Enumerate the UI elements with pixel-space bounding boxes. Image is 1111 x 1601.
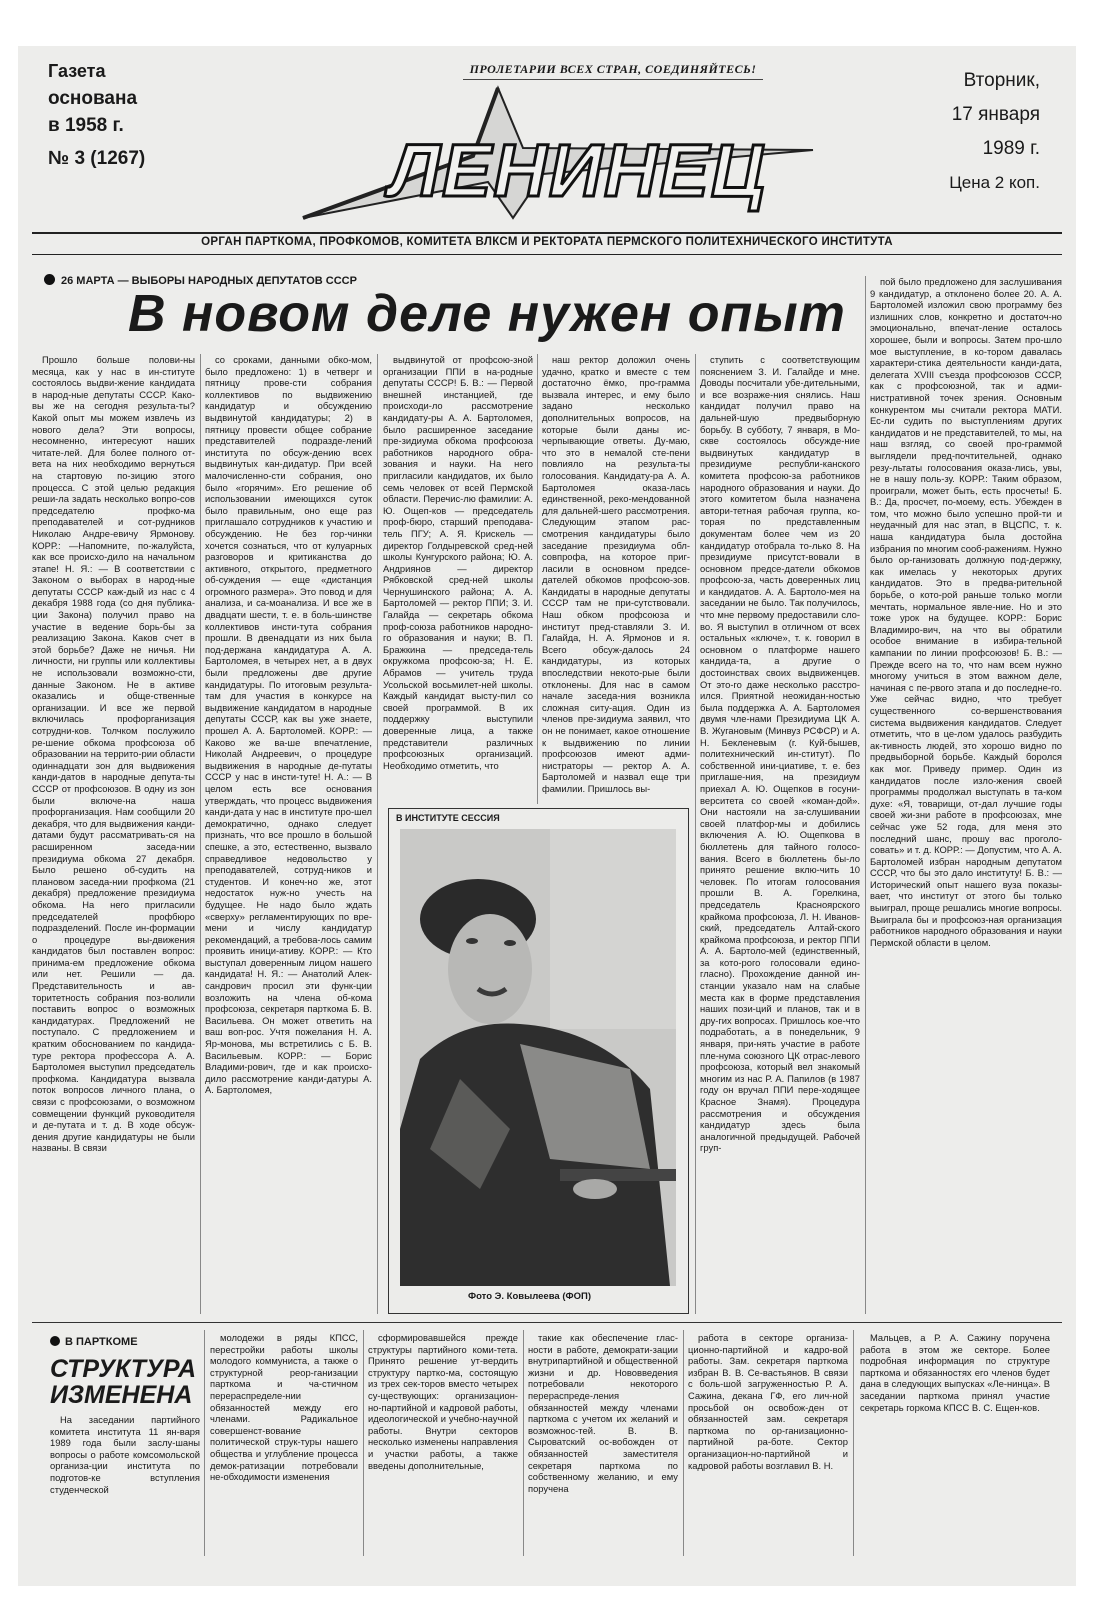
column-divider: [523, 1330, 524, 1556]
founded-line-2: основана: [48, 88, 138, 109]
article2-column-2: молодежи в ряды КПСС, перестройки работы школы молодого коммуниста, а также о структурной реор-ганизации парткома и ча-стичном перераспределе-нии обязанностей между его членами. Радикальное совершенст-вование политической струк-туры нашего общества и углубление процесса демок-ратизации потребовали не-обходимости изменения: [210, 1332, 358, 1483]
article2-column-5: работа в секторе организа-ционно-партийной и кадро-вой работы. Зам. секретаря парткома избран В. В. Се-вастьянов. В связи с боль-шой загруженностью Р. А. Сажина, декана ГФ, его лич-ной просьбой он освобож-ден от обязанностей зам. секретаря парткома по ор-ганизационно-партийной ра-боте. Сектор организацион-но-партийной и кадровой работы возглавил В. Н.: [688, 1332, 848, 1471]
price: Цена 2 коп.: [949, 173, 1040, 192]
article-column-5: ступить с соответствующим пояснением З. И. Галайде и мне. Доводы посчитали убе-дительными, и все возраже-ния снялись. Наш кандидат получил право на дальней-шую предвыборную борьбу. В субботу, 7 января, в Мо-скве состоялось обсужде-ние выдвинутых кандидатур в президиуме республи-канского комитета профсою-за работников народного образования и науки. До этого комитетом была назначена автори-тетная рабочая группа, ко-торая по представленным документам более чем из 20 кандидатур отобрала то-лько 8. На президиуме присутст-вовали в основном предсе-датели обкомов профсою-за, часть доверенных лиц и кандидатов. А. А. Бартоло-мея на заседании не было. Так получилось, что мне первому предоставили сло-во. Я выступил в отличном от всех остальных «ключе», т. к. говорил в основном о платформе нашего кандида-та, а другие о достоинствах своих выдвиженцев. От это-го даже несколько расстро-ился. Приятной неожидан-ностью была поддержка А. А. Бартоломея двумя чле-нами Президиума ЦК А. В. Жугановым (Минвуз РСФСР) и А. Н. Бекленевым (г. Куй-бышев, политехнический ин-ститут). По собственной ини-циативе, т. е. без приглаше-ния, на президиум приехал А. Ю. Ощепков в госуни-верситета со своей «коман-дой». Они настояли на за-слушивании своей платфор-мы и добились включения А. Ю. Ощепкова в бюллетень для тайного голосо-вания. Всего в бюллетень бы-ло принято решение вклю-чить 10 человек. По итогам голосования прошли В. А. Горелкина, председатель Красноярского крайкома профсоюза, Л. Н. Иванов-ский, председатель Алтай-ского крайкома профсоюза, и ректор ППИ А. А. Бартоло-мей (единственный, за кото-рого голосовали едино-гласно). Прохождение данной ин-станции указало нам на слабые места как в форме представления наших пози-ций и планов, так и в дру-гих вопросах. Пришлось кое-что подработать, а в понедельник, 9 января, при-нять участие в работе пле-нума союзного ЦК отрас-левого профсоюза, который вел знакомый многим из нас Р. А. Папилов (в 1987 году он вручал ППИ пере-ходящее Красное Знамя). Процедура рассмотрения и обсуждения кандидатур здесь была аналогичной предыдущей. Рабочей груп-: [700, 354, 860, 1154]
column-divider: [865, 276, 866, 1314]
divider: [32, 254, 1062, 255]
article2-headline: СТРУКТУРА ИЗМЕНЕНА: [50, 1355, 197, 1409]
column-divider: [683, 1330, 684, 1556]
newspaper-page: [18, 46, 1076, 1586]
column-divider: [377, 354, 378, 1314]
weekday: Вторник,: [963, 70, 1040, 91]
article-column-2: со сроками, данными обко-мом, было предложено: 1) в четверг и пятницу прове-сти собрания коллективов по выдвижению кандидатур и обсуждению выдвинутой кандидатуры; 2) в пятницу провести общее собрание представителей подразде-лений института по обсуж-дению всех выдвинутых кан-дидатур. При всей малочисленно-сти собрания, оно было «горячим». Его решение об использовании имеющихся суток было правильным, оно еще раз приглашало сотрудников к участию и обсуждению. Не без гор-чинки хочется сознаться, что от кулуарных разговоров и критиканства до активного, открытого, предметного об-суждения — еще «дистанция огромного размера». Это повод и для анализа, и са-моанализа. И все же в двадцати шести, т. е. в боль-шинстве коллективов инсти-тута собрания прошли. В двенадцати из них была под-держана кандидатура А. А. Бартоломея, в четырех нет, а в двух были предложены две другие кандидатуры. По итоговым результа-там для участия в конкурсе на выдвижение кандидатом в народные депутаты СССР, как вы уже знаете, прошел А. А. Бартоломей. КОРР.: — Каково же ва-ше впечатление, Николай Андреевич, о процедуре выдвижения в народные де-путаты СССР у нас в инсти-туте! Н. А.: — В целом есть все основания утверждать, что процесс выдвижения канди-дата у нас в институте про-шел демократично, однако следует признать, что все прошло в большой спешке, а это, естественно, вызвало справедливое недовольство у преподавателей, сотруд-ников и студентов. И конеч-но же, этот недостаток нуж-но учесть на будущее. Не надо было ждать «сверху» регламентирующих по вре-мени и числу кандидатур рекомендаций, а требова-лось самим проявить иници-ативу. КОРР.: — Кто выступал доверенным лицом нашего кандидата! Н. Я.: — Анатолий Алек-сандрович просил эти функ-ции возложить на члена об-кома профсоюза, секретаря парткома Б. В. Васильева. Он может ответить на ваш воп-рос. Учтя пожелания Н. А. Яр-монова, мы встретились с Б. В. Васильевым. КОРР.: — Борис Владими-рович, где и как происхо-дило рассмотрение канди-датуры А. А. Бартоломея,: [205, 354, 372, 1096]
issue-number: № 3 (1267): [48, 148, 146, 169]
bullet-icon: [44, 274, 55, 285]
article-column-3: выдвинутой от профсою-зной организации ППИ в на-родные депутаты СССР! Б. В.: — Первой внешней инстанцией, где происходи-ло рассмотрение кандидату-ры А. А. Бартоломея, было расширенное заседание пре-зидиума обкома профсоюза работников народного обра-зования и науки. На него пригласили кандидатов, их было семь человек от всей Пермской области. Перечис-лю фамилии: А. Ю. Ощеп-ков — председатель проф-бюро, старший преподава-тель ПГУ; А. Я. Крискель — директор Голдыревской сред-ней школы Кунгурского района; Ю. А. Андриянов — директор Рябковской сред-ней школы Чернушинского района; А. А. Бартоломей — ректор ППИ; З. И. Галайда — секретарь обкома проф-союза работников народно-го образования и науки; В. П. Бражкина — председа-тель окружкома профсою-за; Н. Е. Абрамов — учитель труда Усольской восьмилет-ней школы. Каждый кандидат высту-пил со своей программой. В их поддержку выступили доверенные лица, а также представители различных профсоюзных организаций. Необходимо отметить, что: [383, 354, 533, 771]
column-divider: [853, 1330, 854, 1556]
column-divider: [537, 354, 538, 804]
issue-date: 17 января: [951, 104, 1040, 125]
student-photo: [400, 829, 676, 1286]
article-headline: В новом деле нужен опыт: [128, 285, 846, 343]
photo-section-title: В ИНСТИТУТЕ СЕССИЯ: [396, 813, 500, 823]
article-column-6: пой было предложено для заслушивания 9 кандидатур, а отклонено более 20. А. А. Бартоломей изложил свою программу без излишних слов, конкретно и достаточ-но эмоционально, впечат-ление осталось хорошее, были и вопросы. Затем про-шло мое выступление, в ко-тором давалась характери-стика деятельности канди-дата, делегата XVIII съезда профсоюзов СССР, как с профсоюзной, так и адми-нистративной точек зрения. Основным конкурентом мы считали ректора МАТИ. Ес-ли судить по выступлениям других кандидатов и не представителей, то мы, на наш взгляд, со своей про-граммой выглядели пред-почтительней, однако резу-льтаты голосования оказа-лись, увы, не в нашу поль-зу. КОРР.: Таким образом, проиграли, может быть, есть просчеты! Б. В.: Да, просчет, по-моему, есть. Убежден в том, что можно было успешно прой-ти и неудачный для нас этап, в ВЦСПС, т. к. наша кандидатура была достойна избрания по многим сооб-ражениям. Нужно было ор-ганизовать должную под-держку, как имелась у некоторых других кандидатов. Это в предва-рительной борьбе, о кото-рой раньше только могли мечтать, нормальное явле-ние. Но и это тоже урок на будущее. КОРР.: Борис Владимиро-вич, на что вы обратили особое внимание в избира-тельной кампании по линии профсоюзов! Б. В.: — Прежде всего на то, что нам всем нужно многому учиться в этом важном деле, начиная с пе-рвого этапа и до последне-го. Уже сейчас видно, что требует существенного со-вершенствования система выдвижения кандидатов. Следует отметить, что в це-лом удалось разбудить ак-тивность людей, это хорошо видно по предвыборной борьбе. Каждый боролся как мог. Приведу пример. Один из кандидатов после изло-жения своей программы продолжал выступать в та-ком духе: «Я, товарищи, от-дал лучшие годы своей жи-зни работе в профсоюзах, мне сейчас уже 52 года, для меня это последний шанс, прошу вас проголо-совать» и т. д. КОРР.: — Допустим, что А. А. Бартоломей избран народным депутатом СССР, что бы это дало институту! Б. В.: — Исторический опыт нашего вуза показы-вает, что институт от этого бы только выиграл, проще решались многие вопросы. Выиграла бы и профсоюз-ная организация работников народного образования и науки Пермской области в целом.: [870, 276, 1062, 948]
article2-column-6: Мальцев, а Р. А. Сажину поручена работа в этом же секторе. Более подробная информация по структуре парткома и обязанностях его членов будет дана в следующих выпусках «Ле-нинца». В заседании парткома принял участие секретарь горкома КПСС В. С. Ещен-ков.: [860, 1332, 1050, 1413]
issue-year: 1989 г.: [982, 138, 1040, 159]
divider: [32, 232, 1062, 234]
newspaper-logo: [273, 78, 833, 228]
divider: [32, 1322, 1062, 1323]
column-divider: [695, 354, 696, 1314]
article2-column-3: сформировавшейся прежде структуры партийного коми-тета. Принято решение ут-вердить структуру партко-ма, состоящую из трех сек-торов вместо четырех су-ществующих: организацион-но-партийной и кадровой работы, идеологической и учебно-научной работы. Внутри секторов несколько изменены направления и участки работы, а также введены дополнительные,: [368, 1332, 518, 1471]
article-column-1: Прошло больше полови-ны месяца, как у нас в ин-ституте состоялось выдви-жение кандидата в народ-ные депутаты СССР. Како-вы же на сегодня результа-ты? Какой опыт мы можем извлечь из нового дела? Эти вопросы, несомненно, интересуют наших читате-лей. Для более полного от-вета на них необходимо вернуться на стартовую по-зицию этого процесса. С этой целью редакция реши-ла задать несколько вопро-сов председателю профко-ма преподавателей и сот-рудников Николаю Андре-евичу Ярмонову. КОРР.: —Напомните, по-жалуйста, как все происхо-дило на начальном этапе! Н. Я.: — В соответствии с Законом о выборах в народ-ные депутаты СССР каж-дый из нас с 4 декабря 1988 года (со дня публика-ции Закона) получил право на участие в ведение борь-бы за реализацию Закона. Каков счет в этой борьбе? Даже не ничья. Ни личности, ни группы или коллективы не использовали возможно-сти, данные Законом. Не в активе оказались и обще-ственные организации. И все же первой включилась профорганизация сотрудни-ков. Толчком послужило ре-шение обкома профсоюза об образовании на террито-рии области одиннадцати зон для выдвижения канди-датов в народные депута-ты СССР от профсоюзов. В одну из зон были включе-на наша профорганизация. Нам сообщили 20 декабря, что для выдвижения канди-датами будут рассматривать-ся на расширенном заседа-нии президиума обкома 27 декабря. Было решено об-судить на плановом заседа-нии профкома (21 декабря) предложение президиума обкома. На него пригласили председателей профбюро подразделений. После ин-формации о процедуре вы-движения кандидатов был поставлен вопрос: принима-ем предложение обкома или нет. Решили — да. Представительность и ав-торитетность собрания поз-волили поставить вопрос о возможных кандидатурах. Предложений не поступало. С предложением и кратким обоснованием по кандида-туре ректора профессора А. А. Бартоломея выступил председатель профкома. Кандидатура вызвала поток вопросов личного плана, о связи с профсоюзами, о возможном совмещении функций руководителя и де-путата и т. д. В ходе обсуж-дения другие кандидатуры не были названы. В связи: [32, 354, 195, 1154]
masthead-left-info: [48, 58, 145, 172]
founded-line-1: Газета: [48, 61, 106, 81]
masthead-right-info: [949, 64, 1040, 200]
article2-column-4: такие как обеспечение глас-ности в работе, демократи-зации внутрипартийной и общественной жизни и др. Нововведения потребовали некоторого перераспреде-ления обязанностей между членами парткома с учетом их желаний и возможнос-тей. В. В. Сыроватский ос-вобожден от обязанностей заместителя секретаря парткома по собственному желанию, и ему поручена: [528, 1332, 678, 1494]
article-rubric: 26 МАРТА — ВЫБОРЫ НАРОДНЫХ ДЕПУТАТОВ СССР: [44, 274, 357, 287]
article2-rubric: В ПАРТКОМЕ: [50, 1336, 138, 1348]
column-divider: [363, 1330, 364, 1556]
article2-column-1: На заседании партийного комитета института 11 ян-варя 1989 года были заслу-шаны вопросы о работе комсомольской организа-ции института по подготов-ке вступления студенческой: [50, 1414, 200, 1495]
column-divider: [200, 354, 201, 1314]
column-divider: [204, 1330, 205, 1556]
bullet-icon: [50, 1336, 60, 1346]
founded-line-3: в 1958 г.: [48, 115, 124, 136]
article-column-4: наш ректор доложил очень удачно, кратко и вместе с тем достаточно ёмко, про-грамма вызвала интерес, и ему было задано несколько дополнительных вопросов, на которые были даны ис-черпывающие ответы. Ду-маю, что это в немалой сте-пени повлияло на результа-ты голосования. Кандидату-ра А. А. Бартоломея оказа-лась единственной, реко-мендованной для дальней-шего рассмотрения. Следующим этапом рас-смотрения кандидатуры было заседание президиума обл-совпрофа, на которое приг-ласили в основном предсе-дателей обкомов профсою-зов. Кандидаты в народные депутаты СССР там не при-сутствовали. Наш обком профсоюза и институт пред-ставляли З. И. Галайда, Н. А. Ярмонов и я. Всего обсуж-далось 24 кандидатуры, из которых впоследствии некото-рые были отклонены. Для нас в самом начале заседа-ния возникла сложная ситу-ация. Один из членов пре-зидиума заявил, что он не понимает, какое отношение к выдвижению по линии профсоюзов имеют адми-нистраторы — ректор А. А. Бартоломей и назвал еще три фамилии. Пришлось вы-: [542, 354, 690, 794]
motto: ПРОЛЕТАРИИ ВСЕХ СТРАН, СОЕДИНЯЙТЕСЬ!: [463, 62, 763, 80]
photo-caption: Фото Э. Ковылеева (ФОП): [468, 1291, 592, 1302]
organ-line: ОРГАН ПАРТКОМА, ПРОФКОМОВ, КОМИТЕТА ВЛКСМ И РЕКТОРАТА ПЕРМСКОГО ПОЛИТЕХНИЧЕСКОГО ИНСТИТУТА: [201, 236, 893, 248]
newspaper-title: ЛЕНИНЕЦ: [389, 129, 767, 212]
